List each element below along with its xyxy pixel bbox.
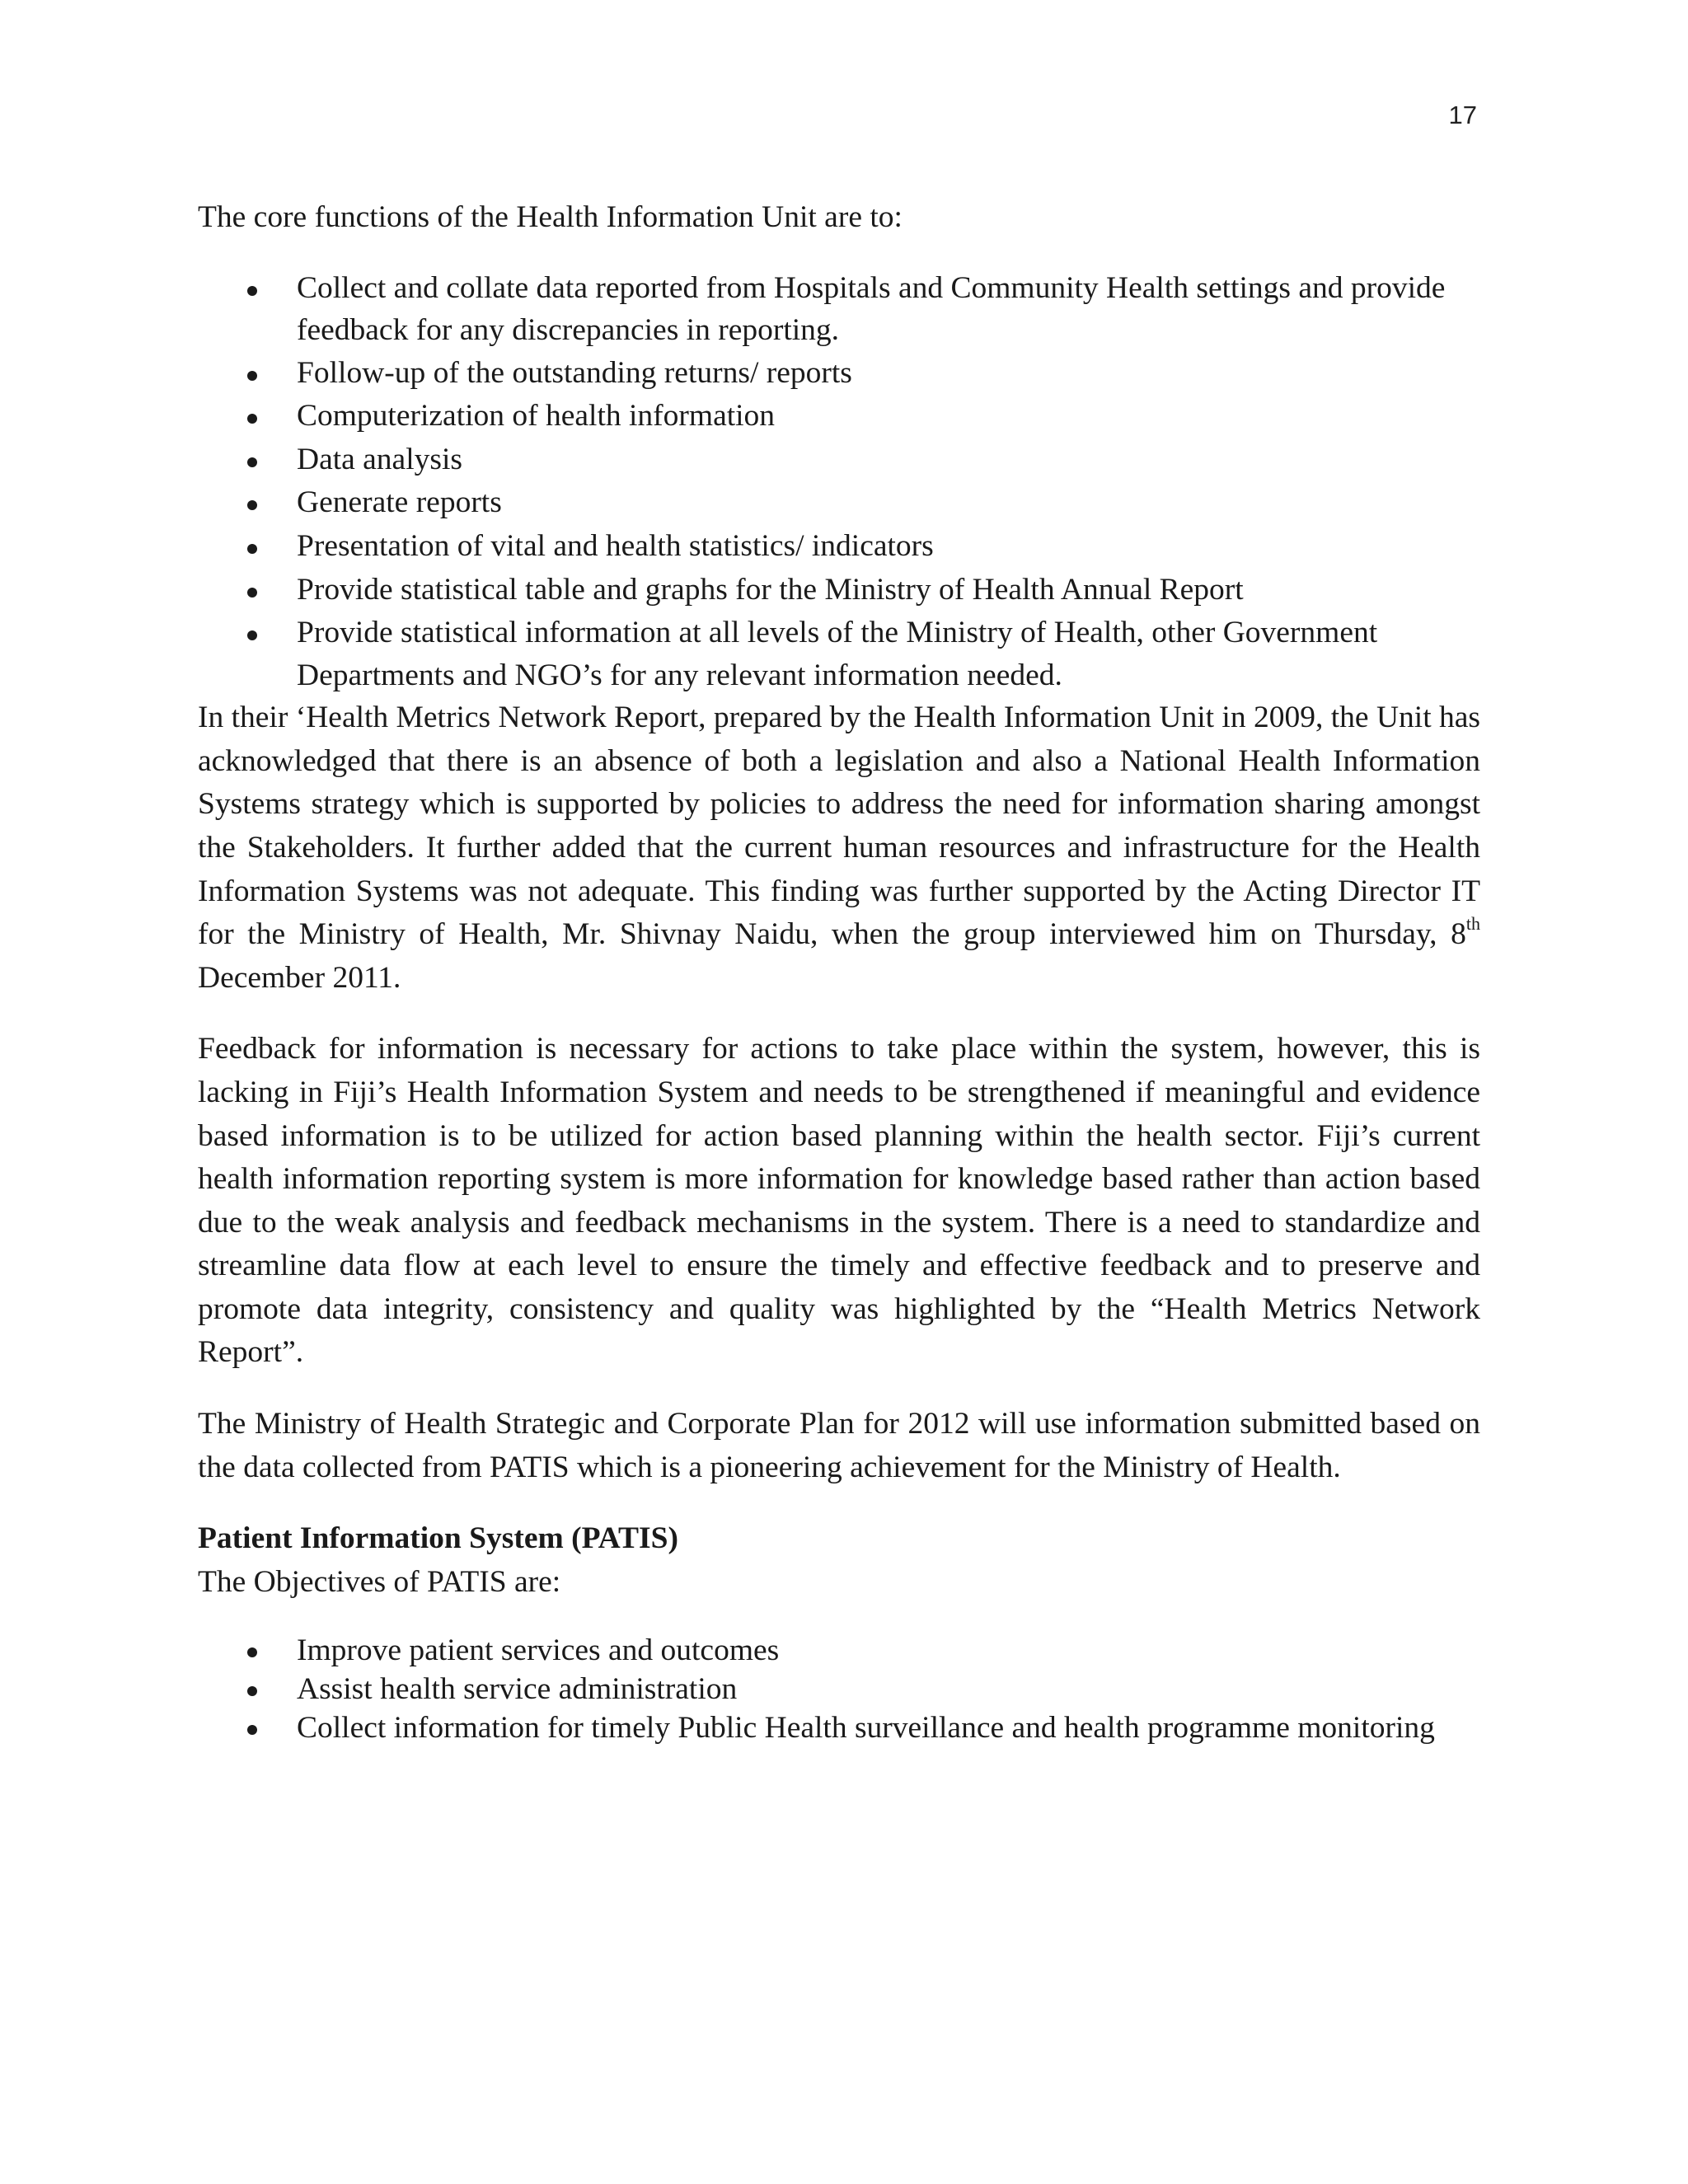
patis-intro: The Objectives of PATIS are: <box>198 1564 561 1599</box>
bullet-icon <box>247 457 257 467</box>
patis-objectives-list <box>198 1631 1480 1747</box>
bullet-icon <box>247 371 257 381</box>
bullet-icon <box>247 414 257 424</box>
bullet-icon <box>247 286 257 296</box>
page-content <box>198 196 1480 1747</box>
bullet-icon <box>247 500 257 510</box>
feedback-paragraph: Feedback for information is necessary for actions to take place within the system, however, this is lacking in Fiji’s Health Information System and needs to be strengthened if meaningful and evidence based information is to be utilized for action based planning within the health sector. Fiji’s current health information reporting system is more information for knowledge based rather than action based due to the weak analysis and feedback mechanisms in the system. There is a need to standardize and streamline data flow at each level to ensure the timely and effective feedback and to preserve and promote data integrity, consistency and quality was highlighted by the “Health Metrics Network Report”. <box>198 1032 1480 1370</box>
core-functions-intro: The core functions of the Health Information Unit are to: <box>198 200 903 234</box>
page-number: 17 <box>1448 101 1477 129</box>
list-item: Provide statistical table and graphs for the Ministry of Health Annual Report <box>297 569 1480 612</box>
list-item: Data analysis <box>297 438 1480 482</box>
core-functions-list <box>198 267 1480 697</box>
list-item: Improve patient services and outcomes <box>297 1631 1480 1670</box>
list-item: Presentation of vital and health statistics/ indicators <box>297 525 1480 569</box>
health-metrics-paragraph: In their ‘Health Metrics Network Report, prepared by the Health Information Unit in 2009, the Unit has acknowledged that there is an absence of both a legislation and also a National Health Information Systems strategy which is supported by policies to address the need for information sharing amongst the Stakeholders. It further added that the current human resources and infrastructure for the Health Information Systems was not adequate. This finding was further supported by the Acting Director IT for the Ministry of Health, Mr. Shivnay Naidu, when the group interviewed him on Thursday, 8th December 2011. <box>198 701 1480 995</box>
list-item: Assist health service administration <box>297 1670 1480 1708</box>
list-item: Collect information for timely Public Health surveillance and health programme monitoring <box>297 1708 1480 1747</box>
list-item: Computerization of health information <box>297 395 1480 438</box>
list-item: Generate reports <box>297 481 1480 525</box>
bullet-icon <box>247 1647 257 1657</box>
bullet-icon <box>247 544 257 554</box>
strategic-plan-paragraph: The Ministry of Health Strategic and Corporate Plan for 2012 will use information submitted based on the data collected from PATIS which is a pioneering achievement for the Ministry of Health. <box>198 1407 1480 1484</box>
bullet-icon <box>247 1725 257 1735</box>
list-item: Provide statistical information at all levels of the Ministry of Health, other Government Departments and NGO’s for any relevant information needed. <box>297 612 1480 696</box>
bullet-icon <box>247 630 257 640</box>
bullet-icon <box>247 588 257 598</box>
list-item: Collect and collate data reported from Hospitals and Community Health settings and provide feedback for any discrepancies in reporting. <box>297 267 1480 352</box>
list-item: Follow-up of the outstanding returns/ reports <box>297 352 1480 396</box>
patis-heading: Patient Information System (PATIS) <box>198 1521 678 1556</box>
bullet-icon <box>247 1686 257 1696</box>
